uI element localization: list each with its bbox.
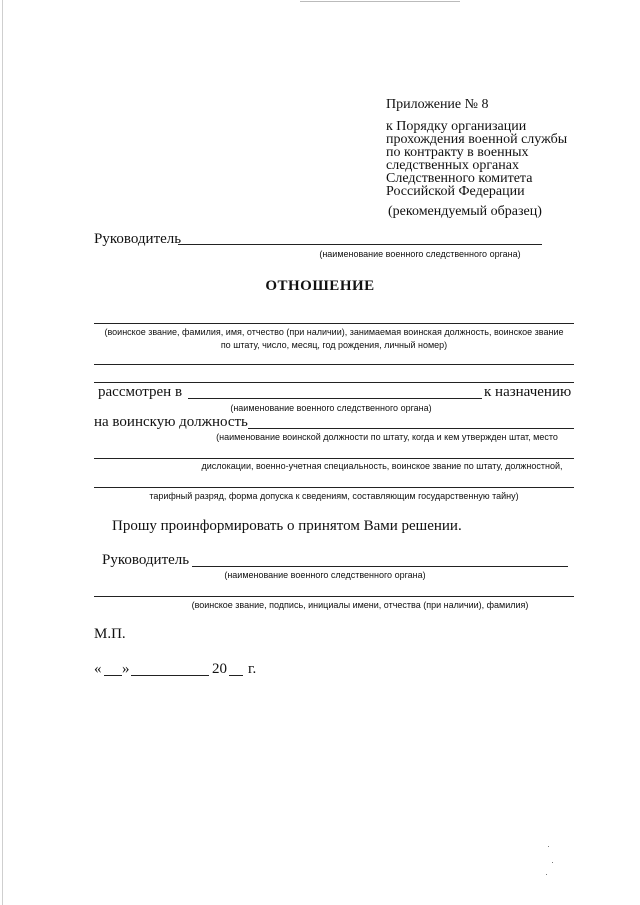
scan-speck <box>546 874 547 875</box>
sign-fill-line <box>192 566 568 567</box>
sign-hint: (наименование военного следственного органа) <box>224 570 426 580</box>
considered-suffix: к назначению <box>484 384 572 400</box>
appendix-number: Приложение № 8 <box>386 97 489 112</box>
person-hint-2: по штату, число, месяц, год рождения, личный номер) <box>220 340 448 350</box>
considered-hint: (наименование военного следственного органа) <box>230 403 432 413</box>
sign-hint-2: (воинское звание, подпись, инициалы имени, отчества (при наличии), фамилия) <box>191 600 529 610</box>
head-fill-line <box>178 244 542 245</box>
scan-speck <box>548 846 549 847</box>
head-hint: (наименование военного следственного органа) <box>319 249 521 259</box>
position-fill-line <box>248 428 574 429</box>
considered-fill-line <box>188 398 482 399</box>
position-fill-line-3 <box>94 487 574 488</box>
position-label: на воинскую должность <box>94 414 248 430</box>
sign-fill-line-2 <box>94 596 574 597</box>
position-hint: (наименование воинской должности по штату, когда и кем утвержден штат, место <box>216 432 558 442</box>
date-open-quote: « <box>94 661 102 677</box>
scan-edge-top <box>300 1 460 2</box>
appendix-to-line-3: по контракту в военных <box>386 145 529 160</box>
person-hint-1: (воинское звание, фамилия, имя, отчество (при наличии), занимаемая воинская должность, воинское звание <box>104 327 564 337</box>
scan-speck <box>552 862 553 863</box>
appendix-to-line-1: к Порядку организации <box>386 119 527 134</box>
date-day-line <box>104 675 122 676</box>
scan-edge-left <box>2 0 3 905</box>
person-fill-line <box>94 323 574 324</box>
position-fill-line-2 <box>94 458 574 459</box>
appendix-to-line-2: прохождения военной службы <box>386 132 568 147</box>
appendix-to-line-6: Российской Федерации <box>386 184 525 199</box>
date-month-line <box>131 675 209 676</box>
date-year-suffix: г. <box>248 661 257 677</box>
position-hint-2: дислокации, военно-учетная специальность, воинское звание по штату, должностной, <box>201 461 563 471</box>
date-year-line <box>229 675 243 676</box>
person-fill-line-3 <box>94 382 574 383</box>
date-close-quote: » <box>122 661 130 677</box>
request-text: Прошу проинформировать о принятом Вами решении. <box>112 518 462 534</box>
sample-note: (рекомендуемый образец) <box>388 204 542 219</box>
head-label: Руководитель <box>94 231 182 247</box>
sign-label: Руководитель <box>102 552 190 568</box>
stamp-mark: М.П. <box>94 626 126 642</box>
position-hint-3: тарифный разряд, форма допуска к сведениям, составляющим государственную тайну) <box>149 491 519 501</box>
date-year-prefix: 20 <box>212 661 227 677</box>
appendix-to-line-4: следственных органах <box>386 158 519 173</box>
person-fill-line-2 <box>94 364 574 365</box>
document-title: ОТНОШЕНИЕ <box>265 278 375 294</box>
considered-label: рассмотрен в <box>98 384 183 400</box>
appendix-to-line-5: Следственного комитета <box>386 171 533 186</box>
